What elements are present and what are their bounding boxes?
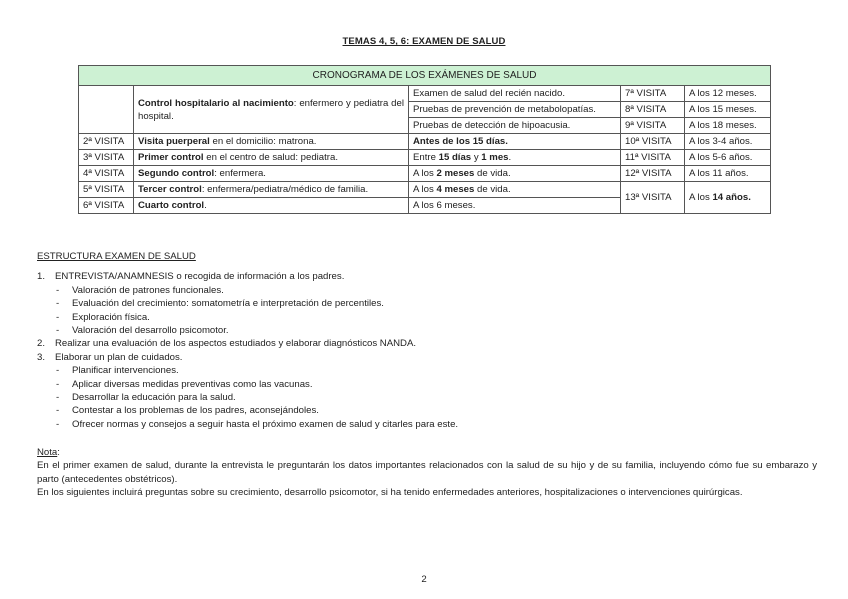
description-cell <box>134 166 409 182</box>
visit-cell: 2ª VISITA <box>79 134 134 150</box>
item-number: 2. <box>37 338 46 350</box>
sub-item: - Ofrecer normas y consejos a seguir hasta el próximo examen de salud y citarles para este. <box>37 418 817 431</box>
description-rest: . <box>204 200 207 211</box>
timing-bold: Antes de los 15 días. <box>413 136 508 147</box>
description-cell <box>134 150 409 166</box>
visit-cell: 4ª VISITA <box>79 166 134 182</box>
timing-bold: 15 días <box>438 152 472 163</box>
list-item <box>37 351 817 431</box>
timing-text: de vida. <box>474 168 511 179</box>
age-bold: 14 años. <box>712 192 751 203</box>
description-bold: Primer control <box>138 152 204 163</box>
visit-cell: 5ª VISITA <box>79 182 134 198</box>
timing-text: Entre <box>413 152 439 163</box>
item-text: Realizar una evaluación de los aspectos estudiados y elaborar diagnósticos NANDA. <box>55 338 417 350</box>
right-visit-cell: 7ª VISITA <box>621 86 685 102</box>
right-visit-cell: 9ª VISITA <box>621 118 685 134</box>
description-bold: Segundo control <box>138 168 215 179</box>
description-rest: en el domicilio: matrona. <box>209 136 317 147</box>
sub-list <box>37 364 817 431</box>
timing-text: y <box>471 152 482 163</box>
sub-item: - Evaluación del crecimiento: somatometría e interpretación de percentiles. <box>37 297 817 310</box>
description-bold: Tercer control <box>138 184 202 195</box>
timing-text: A los <box>413 184 437 195</box>
estructura-list <box>37 270 817 431</box>
nota-heading <box>37 446 817 459</box>
right-age-cell: A los 11 años. <box>685 166 771 182</box>
timing-cell <box>409 166 621 182</box>
description-cell <box>134 198 409 214</box>
right-age-cell: A los 15 meses. <box>685 102 771 118</box>
timing-text: A los <box>413 168 437 179</box>
right-age-cell: A los 5-6 años. <box>685 150 771 166</box>
nota-colon: : <box>57 447 60 458</box>
timing-cell <box>409 134 621 150</box>
timing-cell: Examen de salud del recién nacido. <box>409 86 621 102</box>
description-rest: : enfermera. <box>214 168 266 179</box>
visit-cell: 6ª VISITA <box>79 198 134 214</box>
timing-cell <box>409 150 621 166</box>
description-bold: Cuarto control <box>138 200 205 211</box>
visit-cell <box>79 86 134 134</box>
item-text: Elaborar un plan de cuidados. <box>55 351 183 363</box>
sub-item: - Valoración de patrones funcionales. <box>37 284 817 297</box>
timing-text: de vida. <box>474 184 511 195</box>
right-age-cell: A los 18 meses. <box>685 118 771 134</box>
description-rest: en el centro de salud: pediatra. <box>203 152 338 163</box>
description-cell <box>134 182 409 198</box>
sub-item: - Contestar a los problemas de los padres, aconsejándoles. <box>37 404 817 417</box>
timing-bold: 2 meses <box>436 168 475 179</box>
age-text: A los <box>689 192 713 203</box>
timing-cell: A los 6 meses. <box>409 198 621 214</box>
timing-bold: 1 mes <box>481 152 509 163</box>
estructura-section <box>37 250 817 431</box>
description-rest: : enfermera/pediatra/médico de familia. <box>201 184 369 195</box>
sub-item: - Aplicar diversas medidas preventivas como las vacunas. <box>37 378 817 391</box>
list-item <box>37 270 817 337</box>
right-visit-cell: 13ª VISITA <box>621 182 685 214</box>
right-visit-cell: 11ª VISITA <box>621 150 685 166</box>
timing-bold: 4 meses <box>436 184 475 195</box>
page-number: 2 <box>421 574 427 585</box>
page-title: TEMAS 4, 5, 6: EXAMEN DE SALUD <box>342 36 506 47</box>
nota-label: Nota <box>37 447 58 458</box>
right-visit-cell: 10ª VISITA <box>621 134 685 150</box>
visit-cell: 3ª VISITA <box>79 150 134 166</box>
nota-section <box>37 446 817 500</box>
nota-paragraph: En el primer examen de salud, durante la entrevista le preguntarán los datos importantes relacionados con la salud de su hijo y de su familia, incluyendo cómo fue su embarazo y parto (antecedentes obstétricos). <box>37 460 817 485</box>
description-bold: Visita puerperal <box>138 136 210 147</box>
list-item <box>37 337 817 350</box>
timing-cell <box>409 182 621 198</box>
sub-item: - Valoración del desarrollo psicomotor. <box>37 324 817 337</box>
sub-list <box>37 284 817 338</box>
sub-item: - Desarrollar la educación para la salud. <box>37 391 817 404</box>
timing-cell: Pruebas de prevención de metabolopatías. <box>409 102 621 118</box>
item-number: 3. <box>37 351 46 363</box>
timing-text: . <box>508 152 512 163</box>
cronograma-table <box>78 65 771 214</box>
description-cell <box>134 134 409 150</box>
timing-cell: Pruebas de detección de hipoacusia. <box>409 118 621 134</box>
sub-item: - Planificar intervenciones. <box>37 364 817 377</box>
right-age-cell: A los 12 meses. <box>685 86 771 102</box>
right-visit-cell: 8ª VISITA <box>621 102 685 118</box>
right-visit-cell: 12ª VISITA <box>621 166 685 182</box>
description-cell <box>134 86 409 134</box>
table-header: CRONOGRAMA DE LOS EXÁMENES DE SALUD <box>79 66 771 86</box>
sub-item: - Exploración física. <box>37 311 817 324</box>
item-text: ENTREVISTA/ANAMNESIS o recogida de información a los padres. <box>55 271 345 283</box>
nota-paragraph: En los siguientes incluirá preguntas sobre su crecimiento, desarrollo psicomotor, si ha tenido enfermedades anteriores, hospitalizaciones o intervenciones quirúrgicas. <box>37 487 743 499</box>
right-age-cell: A los 3-4 años. <box>685 134 771 150</box>
item-number: 1. <box>37 271 46 283</box>
estructura-heading: ESTRUCTURA EXAMEN DE SALUD <box>37 251 196 262</box>
description-bold: Control hospitalario al nacimiento <box>138 97 294 109</box>
description-rest: : enfermero y pediatra del hospital. <box>138 97 404 122</box>
right-age-cell <box>685 182 771 214</box>
